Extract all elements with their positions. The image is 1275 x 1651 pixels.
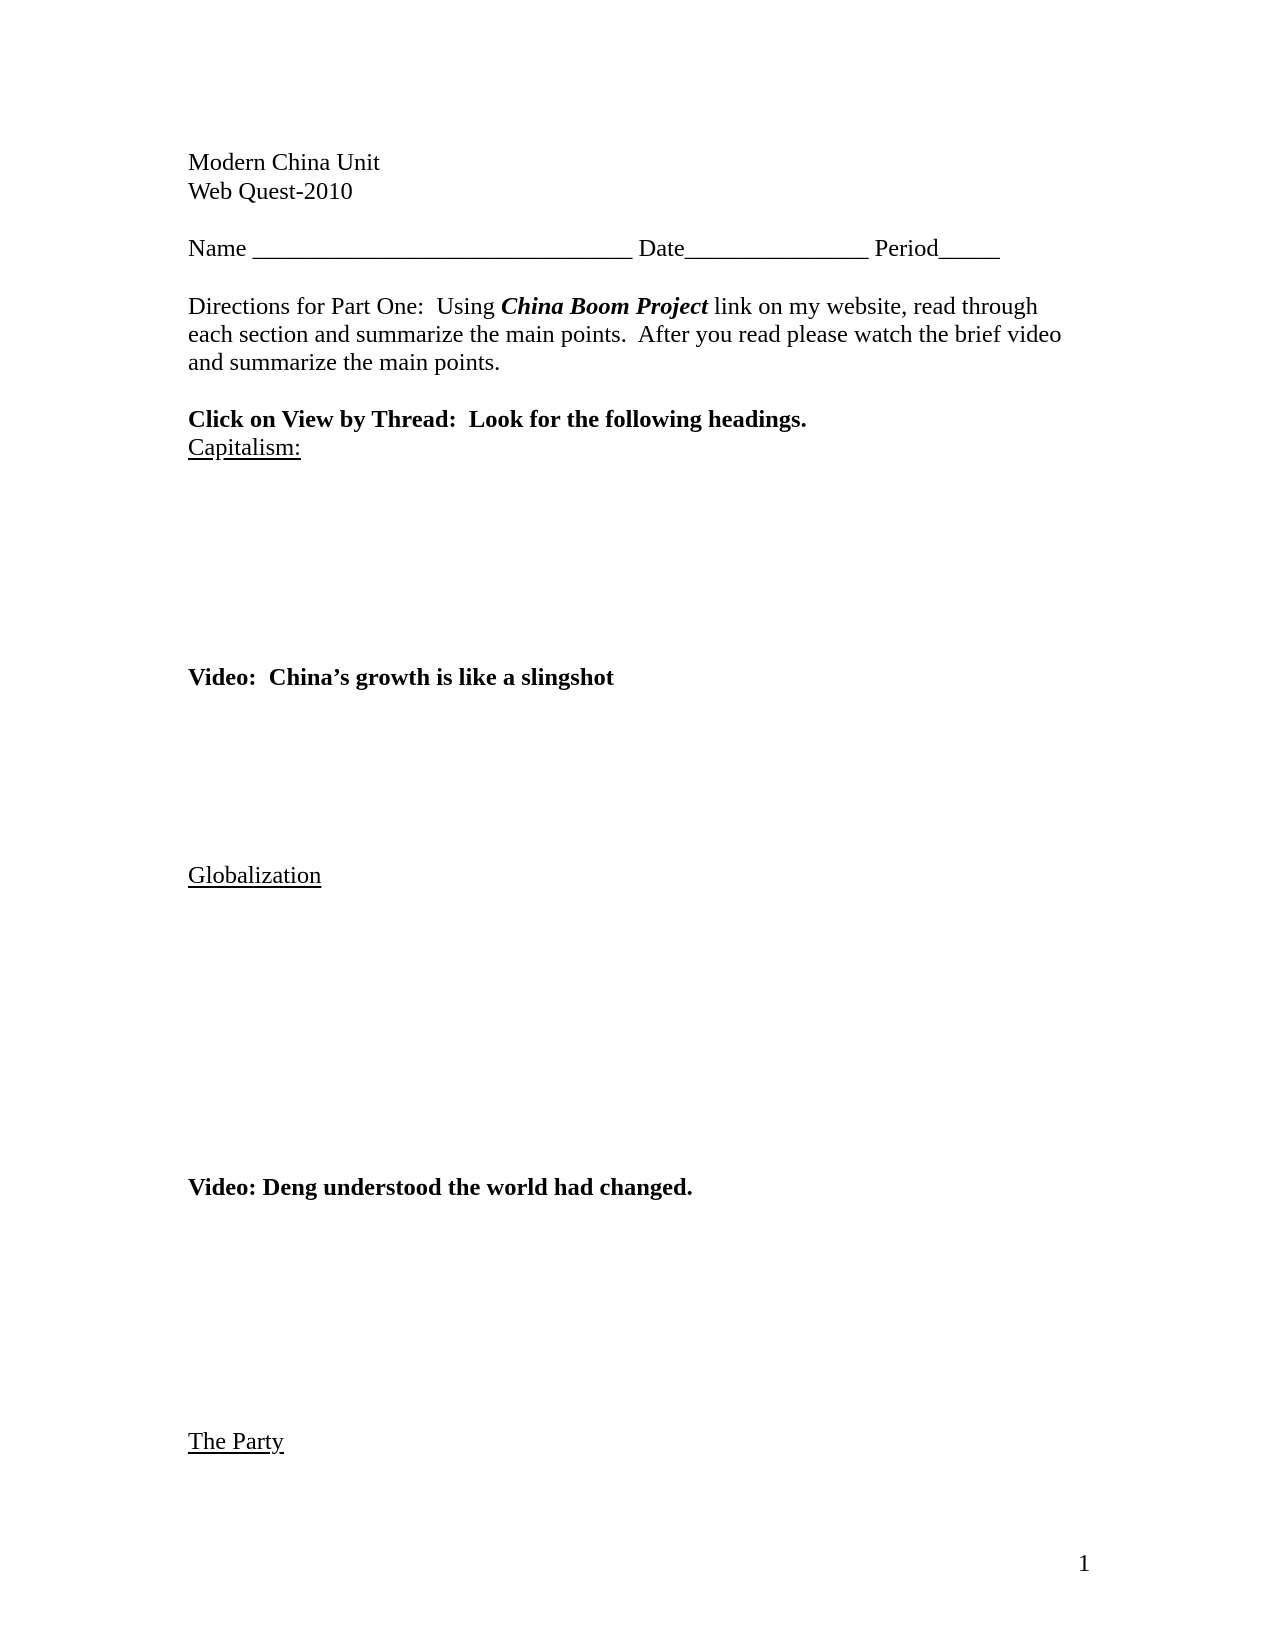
instruction-heading: Click on View by Thread: Look for the following headings. (188, 406, 807, 433)
section-the-party: The Party (188, 1428, 284, 1455)
section-video-deng: Video: Deng understood the world had changed. (188, 1174, 693, 1201)
student-info-line (188, 235, 1000, 263)
china-boom-project-emphasis: China Boom Project (501, 293, 708, 320)
section-globalization: Globalization (188, 862, 322, 889)
page-number: 1 (1078, 1550, 1091, 1577)
directions-line-1: Directions for Part One: Using China Boom Project link on my website, read through (188, 293, 1038, 320)
directions-line-2: each section and summarize the main points. After you read please watch the brief video (188, 321, 1062, 348)
name-field: _______________________________ (252, 235, 633, 262)
section-capitalism: Capitalism: (188, 434, 301, 461)
name-label: Name (188, 235, 247, 262)
period-field: _____ (938, 235, 1000, 262)
directions-line-3: and summarize the main points. (188, 349, 501, 376)
unit-title: Modern China Unit (188, 149, 380, 176)
period-label: Period (874, 235, 939, 262)
section-video-slingshot: Video: China’s growth is like a slingshot (188, 664, 614, 691)
webquest-title: Web Quest-2010 (188, 178, 353, 205)
date-label: Date (638, 235, 685, 262)
date-field: _______________ (684, 235, 869, 262)
